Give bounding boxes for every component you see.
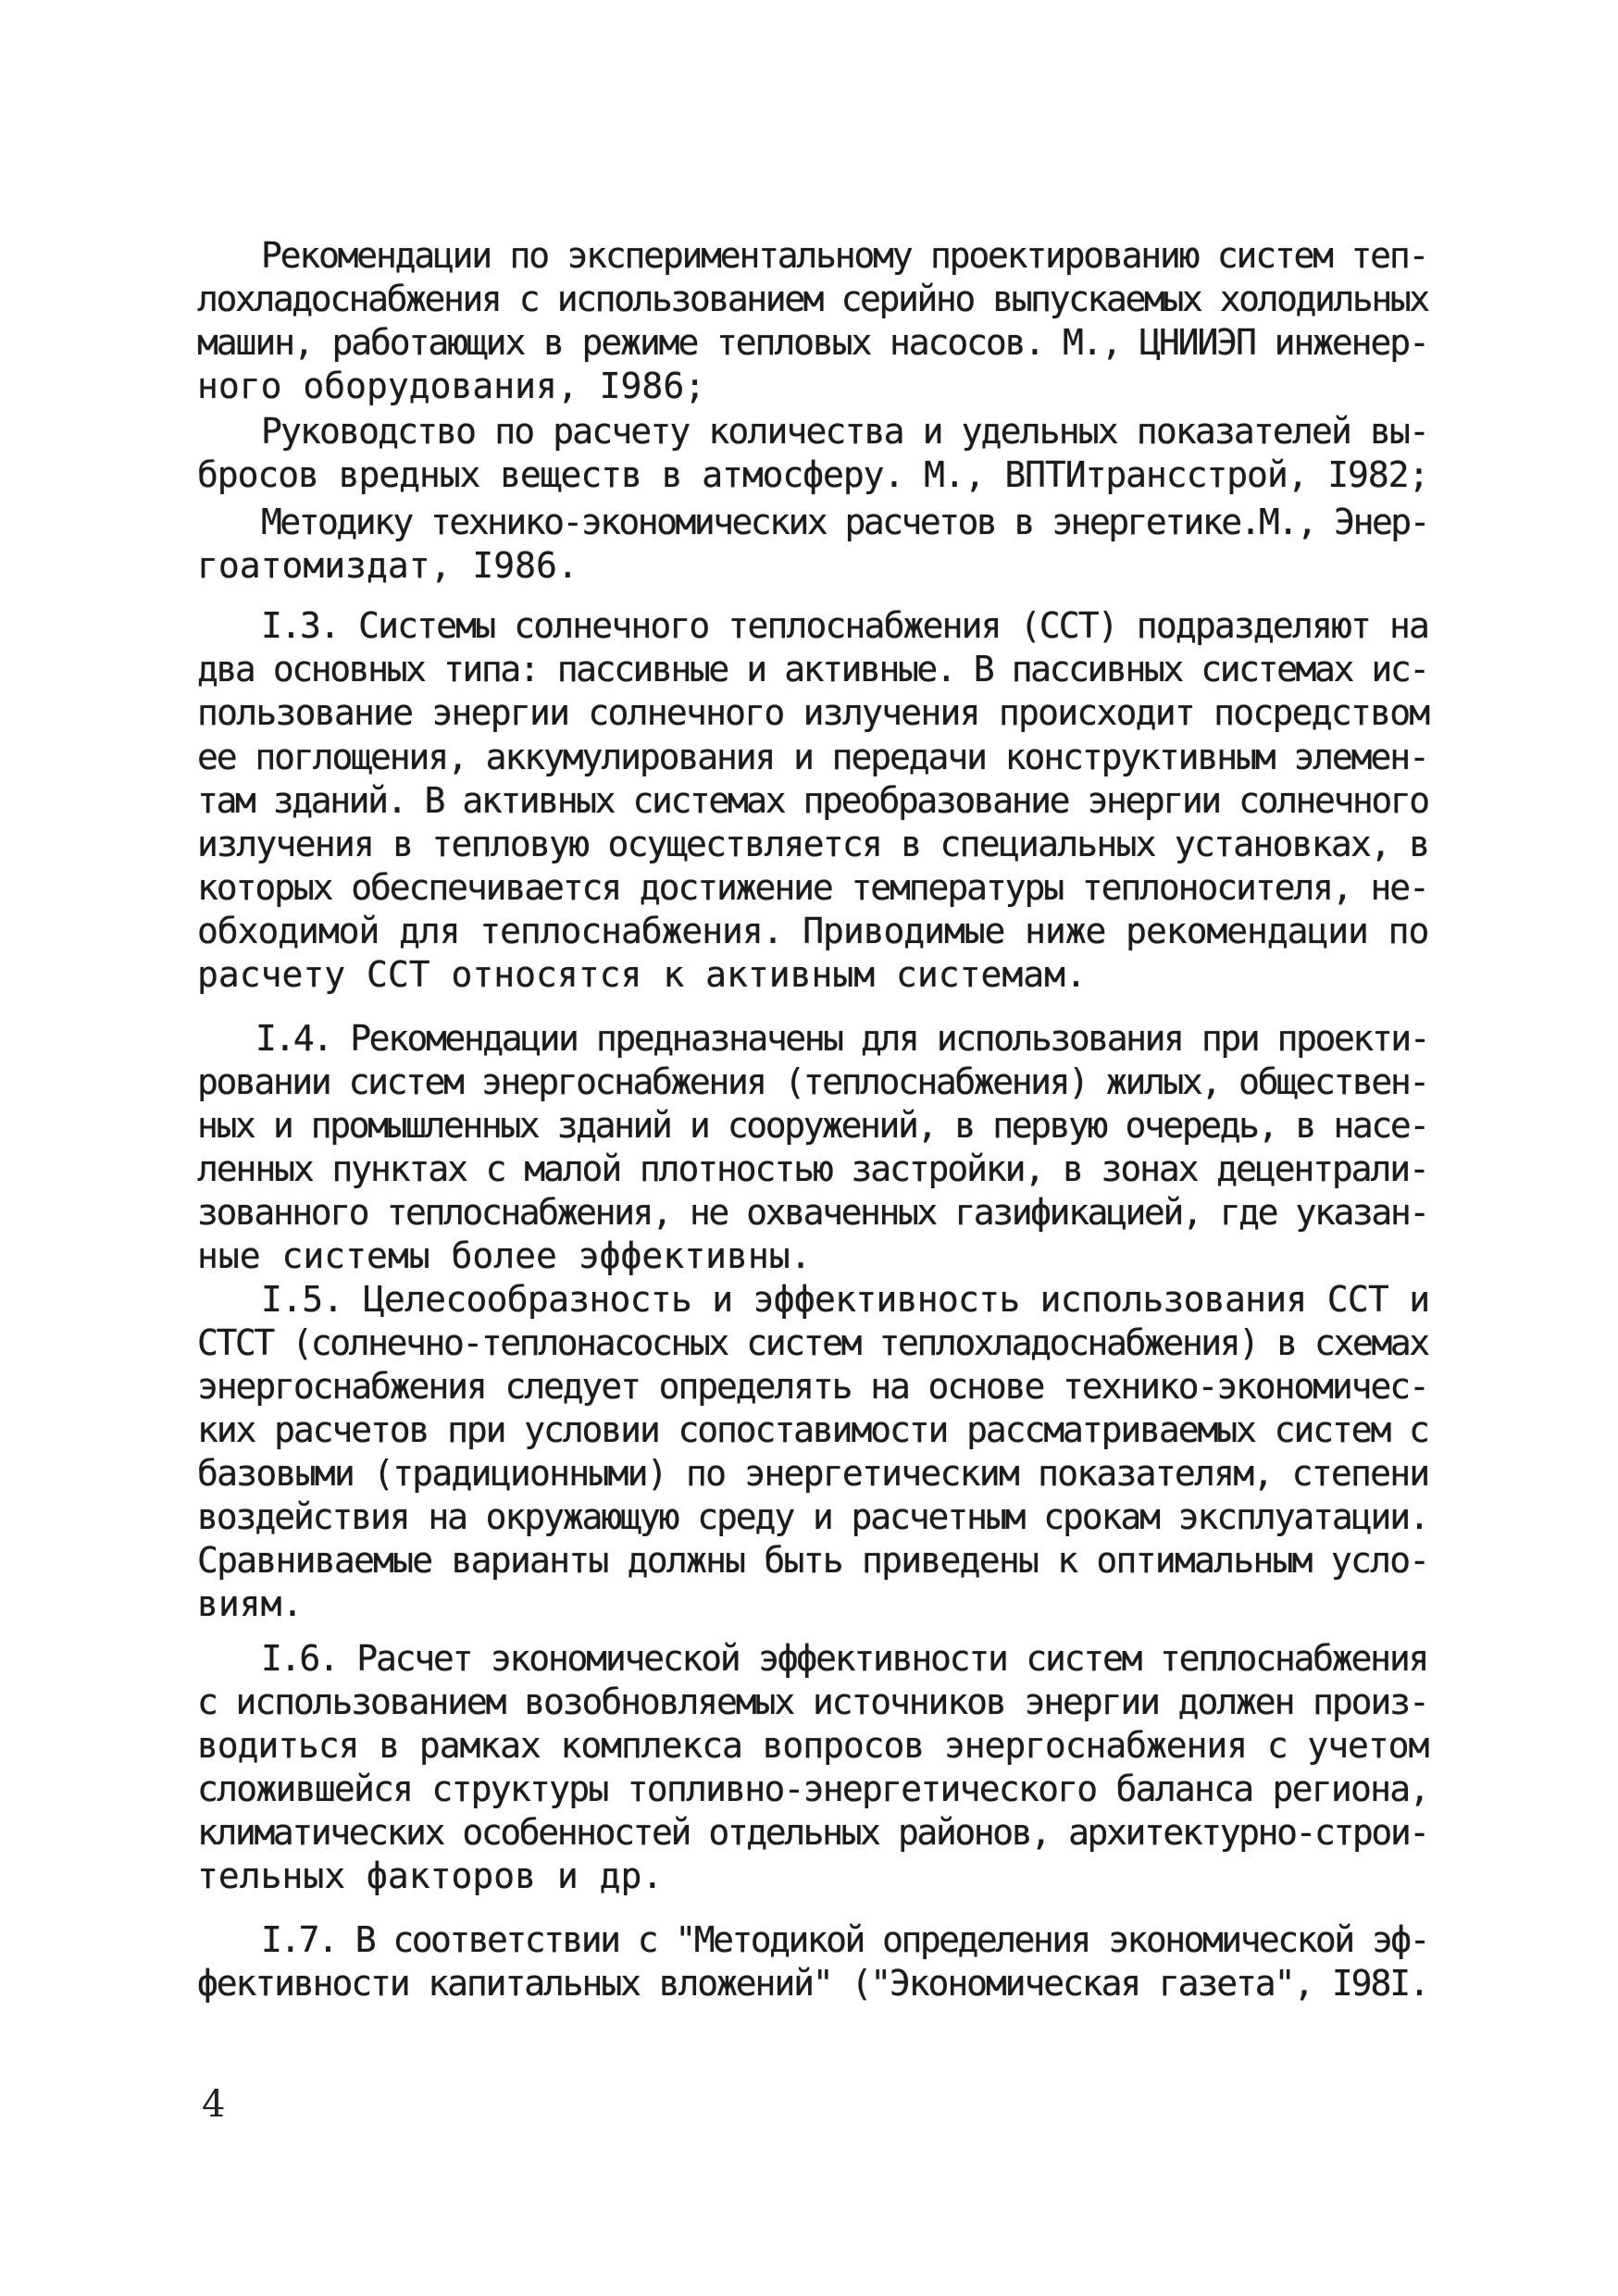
- text-line: бросов вредных веществ в атмосферу. М., ВПТИтрансстрой, I982;: [197, 454, 1429, 495]
- text-line: ких расчетов при условии сопоставимости рассматриваемых систем с: [197, 1409, 1428, 1450]
- text-line: там зданий. В активных системах преобразование энергии солнечного: [197, 780, 1428, 821]
- text-line: излучения в тепловую осуществляется в специальных установках, в: [197, 824, 1429, 864]
- text-line: которых обеспечивается достижение температуры теплоносителя, не-: [197, 867, 1428, 908]
- text-line: ее поглощения, аккумулирования и передачи конструктивным элемен-: [197, 737, 1428, 777]
- text-line: ровании систем энергоснабжения (теплоснабжения) жилых, обществен-: [197, 1061, 1428, 1102]
- text-line: ных и промышленных зданий и сооружений, в первую очередь, в насе-: [197, 1105, 1428, 1146]
- text-line: Рекомендации по экспериментальному проектированию систем теп-: [261, 235, 1428, 276]
- text-line: пользование энергии солнечного излучения происходит посредством: [197, 692, 1429, 733]
- section-heading-line: I.5. Целесообразность и эффективность использования ССТ и: [261, 1279, 1430, 1320]
- text-line: расчету ССТ относятся к активным системам.: [197, 954, 1087, 995]
- section-heading-line: I.4. Рекомендации предназначены для использования при проекти-: [255, 1018, 1429, 1059]
- page-number: 4: [202, 2083, 226, 2126]
- text-line: зованного теплоснабжения, не охваченных газификацией, где указан-: [197, 1192, 1428, 1233]
- text-line: климатических особенностей отдельных районов, архитектурно-строи-: [197, 1812, 1428, 1853]
- text-line: ные системы более эффективны.: [197, 1235, 812, 1276]
- text-line: СТСТ (солнечно-теплонасосных систем теплохладоснабжения) в схемах: [197, 1322, 1428, 1363]
- text-line: Методику технико-экономических расчетов в энергетике.М., Энер-: [261, 502, 1428, 542]
- text-line: лохладоснабжения с использованием серийно выпускаемых холодильных: [197, 279, 1428, 319]
- text-line: машин, работающих в режиме тепловых насосов. М., ЦНИИЭП инженер-: [197, 322, 1428, 363]
- text-line: фективности капитальных вложений" ("Экономическая газета", I98I.: [197, 1963, 1428, 2004]
- text-line: два основных типа: пассивные и активные. В пассивных системах ис-: [197, 649, 1428, 689]
- section-heading-line: I.6. Расчет экономической эффективности систем теплоснабжения: [261, 1638, 1428, 1679]
- text-line: виям.: [197, 1583, 304, 1624]
- text-line: обходимой для теплоснабжения. Приводимые ниже рекомендации по: [197, 911, 1429, 951]
- text-line: воздействия на окружающую среду и расчетным срокам эксплуатации.: [197, 1496, 1428, 1537]
- text-line: Руководство по расчету количества и удельных показателей вы-: [261, 411, 1429, 452]
- section-heading-line: I.3. Системы солнечного теплоснабжения (ССТ) подразделяют на: [261, 605, 1429, 646]
- text-line: базовыми (традиционными) по энергетическим показателям, степени: [197, 1453, 1429, 1494]
- text-line: водиться в рамках комплекса вопросов энергоснабжения с учетом: [197, 1725, 1429, 1766]
- text-line: ного оборудования, I986;: [197, 366, 706, 406]
- text-line: сложившейся структуры топливно-энергетического баланса региона,: [197, 1769, 1429, 1809]
- text-line: гоатомиздат, I986.: [197, 545, 579, 586]
- text-line: Сравниваемые варианты должны быть приведены к оптимальным усло-: [197, 1540, 1429, 1581]
- section-heading-line: I.7. В соответствии с "Методикой определения экономической эф-: [261, 1919, 1428, 1960]
- text-line: с использованием возобновляемых источников энергии должен произ-: [197, 1682, 1428, 1722]
- text-line: энергоснабжения следует определять на основе технико-экономичес-: [197, 1366, 1428, 1407]
- text-line: тельных факторов и др.: [197, 1855, 664, 1896]
- text-line: ленных пунктах с малой плотностью застройки, в зонах децентрали-: [197, 1148, 1428, 1189]
